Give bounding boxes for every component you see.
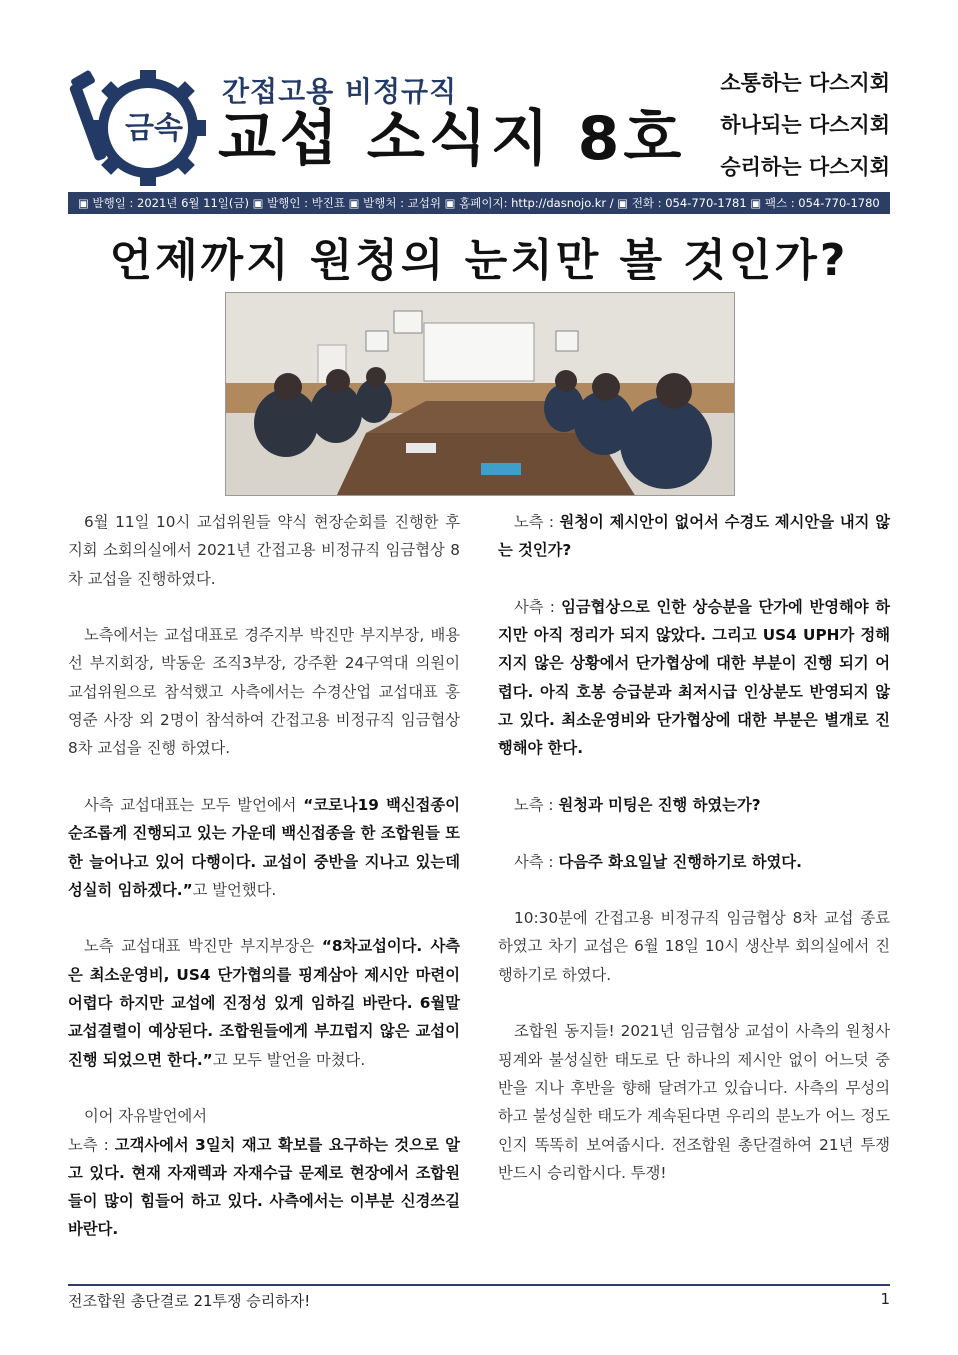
- newsletter-title: 교섭 소식지 8호: [218, 104, 686, 174]
- paragraph-closing: 10:30분에 간접고용 비정규직 임금협상 8차 교섭 종료하였고 차기 교섭은 6월 18일 10시 생산부 회의실에서 진행하기로 하였다.: [498, 909, 890, 984]
- qa-text: 원청이 제시안이 없어서 수경도 제시안을 내지 않는 것인가?: [498, 513, 890, 560]
- p3-quote: “코로나19 백신접종이 순조롭게 진행되고 있는 가운데 백신접종을 한 조합원들 또한 늘어나고 있어 다행이다. 교섭이 중반을 지나고 있는데 성실히 임하겠다.”: [68, 795, 460, 899]
- left-column: [68, 508, 460, 1244]
- p4-quote: “8차교섭이다. 사측은 최소운영비, US4 단가협의를 핑계삼아 제시안 마련이 어렵다 하지만 교섭에 진정성 있게 임하길 바란다. 6월말 교섭결렬이 예상된다. 조합원들에게 부끄럽지 않은 교섭이 진행 되었으면 한다.”: [68, 937, 460, 1069]
- paragraph-management-opening: [68, 791, 460, 904]
- slogan-3: 승리하는 다스지회: [720, 155, 890, 179]
- qa-item: [498, 848, 890, 876]
- newsletter-subtitle: 간접고용 비정규직: [222, 75, 458, 108]
- publication-info-bar: ▣ 발행일 : 2021년 6월 11일(금) ▣ 발행인 : 박진표 ▣ 발행처 : 교섭위 ▣ 홈페이지: http://dasnojo.kr / ▣ 전화 : 054-770-1781 ▣ 팩스 : 054-770-1780: [68, 192, 890, 214]
- meeting-photo: [225, 292, 735, 496]
- paragraph-appeal: 조합원 동지들! 2021년 임금협상 교섭이 사측의 원청사 핑계와 불성실한 태도로 단 하나의 제시안 없이 어느덧 중반을 지나 후반을 향해 달려가고 있습니다. 사측의 무성의하고 불성실한 태도가 계속된다면 우리의 분노가 어느 정도인지 똑똑히 보여줍시다. 전조합원 총단결하여 21년 투쟁 반드시 승리합시다. 투쟁!: [498, 1022, 890, 1182]
- qa-speaker: 노측 :: [514, 795, 559, 814]
- qa-item: [498, 593, 890, 763]
- p5-text: 고객사에서 3일치 재고 확보를 요구하는 것으로 알고 있다. 현재 자재렉과 자재수급 문제로 현장에서 조합원들이 많이 힘들어 하고 있다. 사측에서는 이부분 신경쓰길 바란다.: [68, 1135, 460, 1239]
- paragraph-attendees: 노측에서는 교섭대표로 경주지부 박진만 부지부장, 배용선 부지회장, 박동운 조직3부장, 강주환 24구역대 의원이 교섭위원으로 참석했고 사측에서는 수경산업 교섭대표 홍영준 사장 외 2명이 참석하여 간접고용 비정규직 임금협상 8차 교섭을 진행 하였다.: [68, 626, 460, 758]
- qa-speaker: 사측 :: [514, 597, 562, 616]
- footer-slogan: 전조합원 총단결로 21투쟁 승리하자!: [68, 1292, 311, 1310]
- qa-speaker: 사측 :: [514, 852, 559, 871]
- qa-text: 임금협상으로 인한 상승분을 단가에 반영해야 하지만 아직 정리가 되지 않았다. 그리고 US4 UPH가 정해지지 않은 상황에서 단가협상에 대한 부분이 진행 되기 어렵다. 아직 호봉 승급분과 최저시급 인상분도 반영되지 않고 있다. 최소운영비와 단가협상에 대한 부분은 별개로 진행해야 한다.: [498, 597, 890, 758]
- footer-divider: [68, 1284, 890, 1286]
- p5-speaker: 노측 :: [68, 1135, 115, 1154]
- slogan-list: [720, 68, 890, 194]
- qa-item: [498, 508, 890, 565]
- slogan-1: 소통하는 다스지회: [720, 71, 890, 95]
- p3-lead: 사측 교섭대표는 모두 발언에서: [84, 795, 304, 814]
- page-number: 1: [880, 1290, 890, 1308]
- qa-text: 원청과 미팅은 진행 하였는가?: [558, 795, 761, 814]
- paragraph-union-opening: [68, 932, 460, 1073]
- qa-item: [498, 791, 890, 819]
- p3-tail: 고 발언했다.: [192, 880, 277, 899]
- paragraph-meeting-summary: 6월 11일 10시 교섭위원들 약식 현장순회를 진행한 후 지회 소회의실에서 2021년 간접고용 비정규직 임금협상 8차 교섭을 진행하였다.: [68, 513, 460, 588]
- union-logo: [68, 68, 218, 186]
- p5-intro: 이어 자유발언에서: [84, 1107, 208, 1126]
- qa-speaker: 노측 :: [514, 513, 560, 531]
- paragraph-free-discussion: [68, 1102, 460, 1243]
- headline: 언제까지 원청의 눈치만 볼 것인가?: [109, 235, 849, 286]
- qa-text: 다음주 화요일날 진행하기로 하였다.: [558, 852, 802, 871]
- svg-text:금속: 금속: [125, 111, 183, 146]
- slogan-2: 하나되는 다스지회: [720, 113, 890, 137]
- p4-tail: 고 모두 발언을 마쳤다.: [212, 1050, 366, 1069]
- p4-lead: 노측 교섭대표 박진만 부지부장은: [84, 937, 322, 956]
- right-column: [498, 508, 890, 1215]
